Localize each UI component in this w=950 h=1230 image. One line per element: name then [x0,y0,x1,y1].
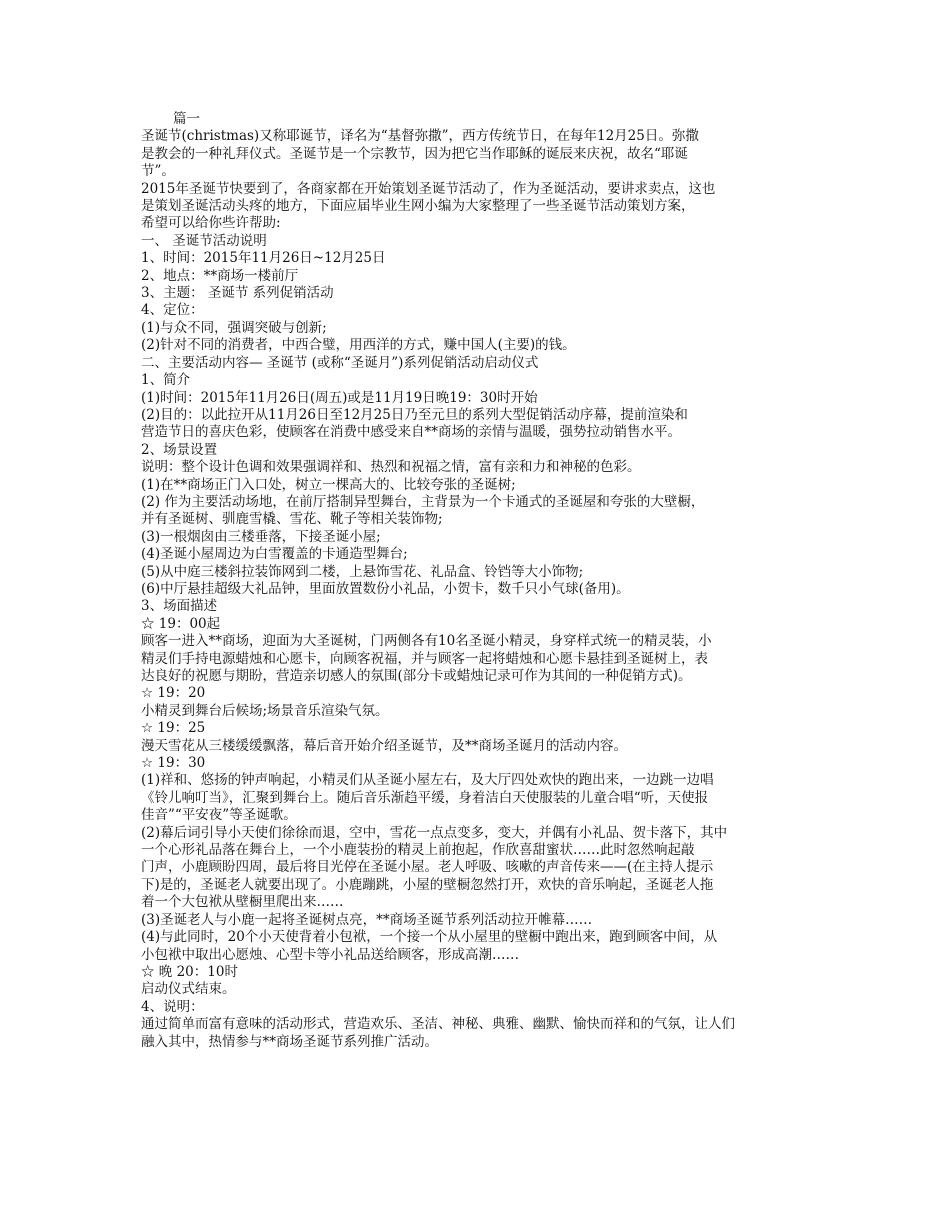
text-line: (1)与众不同，强调突破与创新; [141,319,327,336]
doc-heading: 篇一 [173,111,200,127]
text-line: 《铃儿响叮当》，汇聚到舞台上。随后音乐渐趋平缓，身着洁白天使服装的儿童合唱“听，天使报 [141,789,709,806]
text-line: 希望可以给你些许帮助: [141,215,281,232]
text-line: 1、简介 [141,372,191,389]
text-line: 顾客一进入**商场，迎面为大圣诞树，门两侧各有10名圣诞小精灵，身穿样式统一的精灵装，小 [141,633,712,650]
text-line: 小精灵到舞台后候场;场景音乐渲染气氛。 [141,702,389,719]
text-line: 漫天雪花从三楼缓缓飘落，幕后音开始介绍圣诞节，及**商场圣诞月的活动内容。 [141,737,627,754]
text-line: 精灵们手持电源蜡烛和心愿卡，向顾客祝福，并与顾客一起将蜡烛和心愿卡悬挂到圣诞树上，表 [141,650,708,667]
text-line: 佳音”“平安夜”等圣诞歌。 [141,807,297,824]
text-line: 着一个大包袱从壁橱里爬出来…… [141,894,344,911]
text-line: (5)从中庭三楼斜拉装饰网到二楼，上悬饰雪花、礼品盒、铃铛等大小饰物; [141,563,584,580]
text-line: 圣诞节(christmas)又称耶诞节，译名为“基督弥撒”，西方传统节日，在每年12月25日。弥撒 [141,128,699,145]
text-line: 3、主题： 圣诞节 系列促销活动 [141,285,334,302]
text-line: 2、场景设置 [141,441,218,458]
text-line: 启动仪式结束。 [141,981,236,998]
text-line: 营造节日的喜庆色彩，使顾客在消费中感受来自**商场的亲情与温暖，强势拉动销售水平。 [141,424,681,441]
text-line: 1、时间：2015年11月26日~12月25日 [141,250,386,267]
text-line: 是教会的一种礼拜仪式。圣诞节是一个宗教节，因为把它当作耶稣的诞辰来庆祝，故名“耶诞 [141,145,688,162]
text-line: 并有圣诞树、驯鹿雪橇、雪花、靴子等相关装饰物; [141,511,443,528]
text-line: (1)在**商场正门入口处，树立一棵高大的、比较夸张的圣诞树; [141,476,516,493]
text-line: 2015年圣诞节快要到了，各商家都在开始策划圣诞节活动了，作为圣诞活动，要讲求卖点，这也 [141,180,716,197]
text-line: 通过简单而富有意味的活动形式，营造欢乐、圣洁、神秘、典雅、幽默、愉快而祥和的气氛，让人们 [141,1016,735,1033]
text-line: (1)祥和、悠扬的钟声响起，小精灵们从圣诞小屋左右，及大厅四处欢快的跑出来，一边跳一边唱 [141,772,714,789]
text-line: (3)一根烟囱由三楼垂落，下接圣诞小屋; [141,528,381,545]
text-line: 2、地点：**商场一楼前厅 [141,267,299,284]
text-line: (2)幕后词引导小天使们徐徐而退，空中，雪花一点点变多，变大，并偶有小礼品、贺卡落下，其中 [141,824,728,841]
text-line: (2) 作为主要活动场地，在前厅搭制异型舞台，主背景为一个卡通式的圣诞屋和夸张的大壁橱， [141,493,705,510]
text-line: (6)中厅悬挂超级大礼品钟，里面放置数份小礼品，小贺卡，数千只小气球(备用)。 [141,580,630,597]
time-marker: ☆ 19：20 [141,685,206,702]
time-marker: ☆ 晚 20：10时 [141,963,238,980]
text-line: 是策划圣诞活动头疼的地方，下面应届毕业生网小编为大家整理了一些圣诞节活动策划方案， [141,198,695,215]
text-line: 下)是的，圣诞老人就要出现了。小鹿蹦跳，小屋的壁橱忽然打开，欢快的音乐响起，圣诞老人拖 [141,876,714,893]
time-marker: ☆ 19：30 [141,755,206,772]
section-heading: 一、 圣诞节活动说明 [141,232,267,249]
text-line: (2)针对不同的消费者，中西合璧，用西洋的方式，赚中国人(主要)的钱。 [141,337,576,354]
text-line: 门声，小鹿顾盼四周，最后将目光停在圣诞小屋。老人呼吸、咳嗽的声音传来——(在主持人提示 [141,859,714,876]
text-line: (2)目的：以此拉开从11月26日至12月25日乃至元旦的系列大型促销活动序幕，提前渲染和 [141,406,688,423]
text-line: 4、说明： [141,998,204,1015]
text-line: (4)圣诞小屋周边为白雪覆盖的卡通造型舞台; [141,546,408,563]
text-line: 达良好的祝愿与期盼，营造亲切感人的氛围(部分卡或蜡烛记录可作为其间的一种促销方式)。 [141,668,692,684]
text-line: 说明：整个设计色调和效果强调祥和、热烈和祝福之情，富有亲和力和神秘的色彩。 [141,459,641,476]
text-line: 融入其中，热情参与**商场圣诞节系列推广活动。 [141,1033,438,1050]
section-heading: 二、主要活动内容— 圣诞节 (或称“圣诞月”)系列促销活动启动仪式 [141,354,539,371]
time-marker: ☆ 19：25 [141,720,206,737]
text-line: 一个心形礼品落在舞台上，一个小鹿装扮的精灵上前抱起，作欣喜甜蜜状……此时忽然响起敲 [141,842,695,859]
text-line: 节”。 [141,163,175,180]
text-line: 4、定位： [141,302,204,319]
text-line: (1)时间：2015年11月26日(周五)或是11月19日晚19：30时开始 [141,389,538,406]
text-line: (3)圣诞老人与小鹿一起将圣诞树点亮，**商场圣诞节系列活动拉开帷幕…… [141,911,593,928]
text-line: (4)与此同时，20个小天使背着小包袱，一个接一个从小屋里的壁橱中跑出来，跑到顾客中间，从 [141,929,718,946]
time-marker: ☆ 19：00起 [141,615,221,632]
document-body [141,111,813,1051]
text-line: 3、场面描述 [141,598,218,615]
text-line: 小包袱中取出心愿烛、心型卡等小礼品送给顾客，形成高潮…… [141,946,519,963]
